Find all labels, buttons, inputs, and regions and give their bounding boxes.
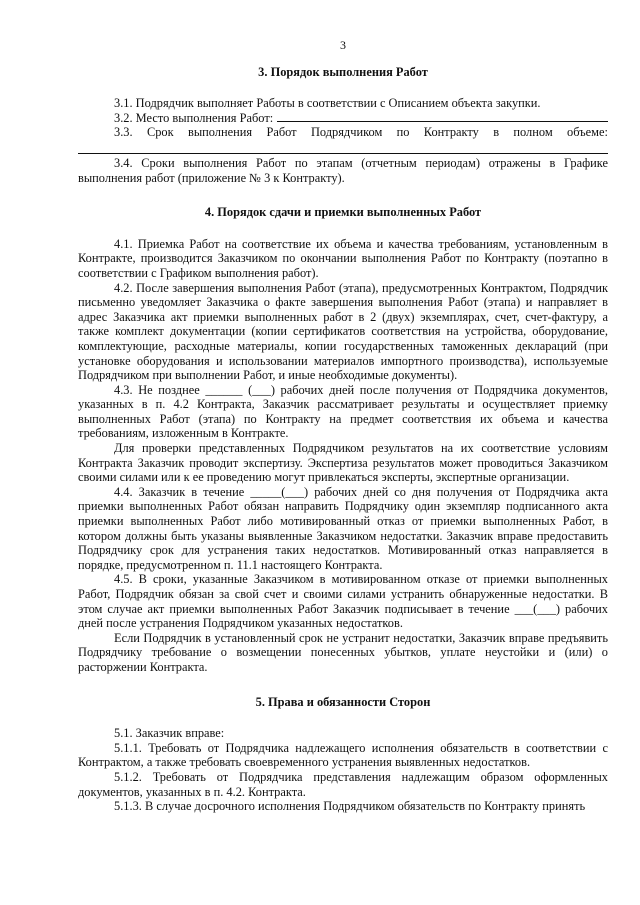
clause-5-1-3: 5.1.3. В случае досрочного исполнения Подрядчиком обязательств по Контракту принять — [114, 799, 586, 814]
clause-3-3-word: Подрядчиком — [310, 125, 383, 140]
clause-3-2-label: 3.2. Место выполнения Работ: — [114, 110, 274, 125]
clause-5-1-1: 5.1.1. Требовать от Подрядчика надлежащего исполнения обязательств в соответствии с Контрактом, а также требовать своевременного устранения выявленных недостатков. — [78, 740, 608, 770]
clause-3-3-word: Работ — [266, 125, 297, 140]
clause-3-1: 3.1. Подрядчик выполняет Работы в соответствии с Описанием объекта закупки. — [114, 96, 541, 111]
clause-3-3-word: полном — [513, 125, 553, 140]
clause-3-3-word: выполнения — [187, 125, 253, 140]
clause-3-3-word: в — [493, 125, 500, 140]
clause-3-2 — [78, 111, 608, 126]
clause-3-3 — [78, 125, 608, 140]
section-4-title: 4. Порядок сдачи и приемки выполненных Работ — [204, 205, 482, 220]
clause-4-5-claims: Если Подрядчик в установленный срок не устранит недостатки, Заказчик вправе предъявить Подрядчику требование о возмещении понесенных убытков, уплате неустойки и (или) о расторжении Контракта. — [78, 630, 608, 674]
clause-4-2: 4.2. После завершения выполнения Работ (этапа), предусмотренных Контрактом, Подрядчик письменно уведомляет Заказчика о факте завершения выполнения Работ (этапа) и направляет в адрес Заказчика акт приемки выполненных работ в 2 (двух) экземплярах, счет, счет-фактуру, а также комплект документации (копии сертификатов соответствия на устройства, оборудование, комплектующие, расходные материалы, копии государственных таможенных деклараций (при установке оборудования и использовании материалов импортного производства), используемые Подрядчиком при выполнении Работ, и иные необходимые документы). — [78, 280, 608, 383]
clause-3-4: 3.4. Сроки выполнения Работ по этапам (отчетным периодам) отражены в Графике выполнения работ (приложение № 3 к Контракту). — [78, 155, 608, 185]
clause-4-3-expertise: Для проверки представленных Подрядчиком результатов на их соответствие условиям Контракта Заказчик проводит экспертизу. Экспертиза результатов может проводиться Заказчиком своими силами или к ее проведению могут привлекаться эксперты, экспертные организации. — [78, 441, 608, 485]
clause-5-1-2: 5.1.2. Требовать от Подрядчика представления надлежащим образом оформленных документов, указанных в п. 4.2. Контракта. — [78, 769, 608, 799]
clause-4-1: 4.1. Приемка Работ на соответствие их объема и качества требованиям, установленным в Контракте, производится Заказчиком по окончании выполнения Работ по Контракту (поэтапно в соответствии с Графиком выполнения работ). — [78, 236, 608, 280]
clause-4-4: 4.4. Заказчик в течение _____(___) рабочих дней со дня получения от Подрядчика акта приемки выполненных Работ обязан направить Подрядчику один экземпляр подписанного акта приемки выполненных Работ либо мотивированный отказ от приемки выполненных Работ, в котором должны быть указаны выявленные Заказчиком недостатки. Заказчик вправе предоставить Подрядчику срок для устранения таких недостатков. Мотивированный отказ направляется в порядке, предусмотренном п. 11.1 настоящего Контракта. — [78, 484, 608, 572]
clause-3-3-word: объеме: — [567, 125, 608, 140]
clause-3-3-word: Срок — [146, 125, 174, 140]
clause-3-3-blank — [78, 140, 608, 154]
page-number: 3 — [340, 38, 346, 52]
clause-3-3-word: по — [396, 125, 410, 140]
section-5-title: 5. Права и обязанности Сторон — [255, 694, 431, 709]
clause-4-3: 4.3. Не позднее ______ (___) рабочих дней после получения от Подрядчика документов, указанных в п. 4.2 Контракта, Заказчик рассматривает результаты и осуществляет приемку выполненных Работ (этапа) по Контракту на предмет соответствия их объема и качества требованиям, изложенным в Контракте. — [78, 382, 608, 441]
clause-3-3-word: 3.3. — [114, 125, 133, 140]
clause-5-1: 5.1. Заказчик вправе: — [114, 726, 225, 741]
clause-3-3-word: Контракту — [423, 125, 479, 140]
clause-3-2-blank — [277, 111, 608, 123]
section-3-title: 3. Порядок выполнения Работ — [258, 64, 428, 79]
clause-4-5: 4.5. В сроки, указанные Заказчиком в мотивированном отказе от приемки выполненных Работ, Подрядчик обязан за свой счет и своими силами устранить обнаруженные недостатки. В этом случае акт приемки выполненных Работ Заказчик подписывает в течение ___(___) рабочих дней после устранения Подрядчиком указанных недостатков. — [78, 572, 608, 631]
